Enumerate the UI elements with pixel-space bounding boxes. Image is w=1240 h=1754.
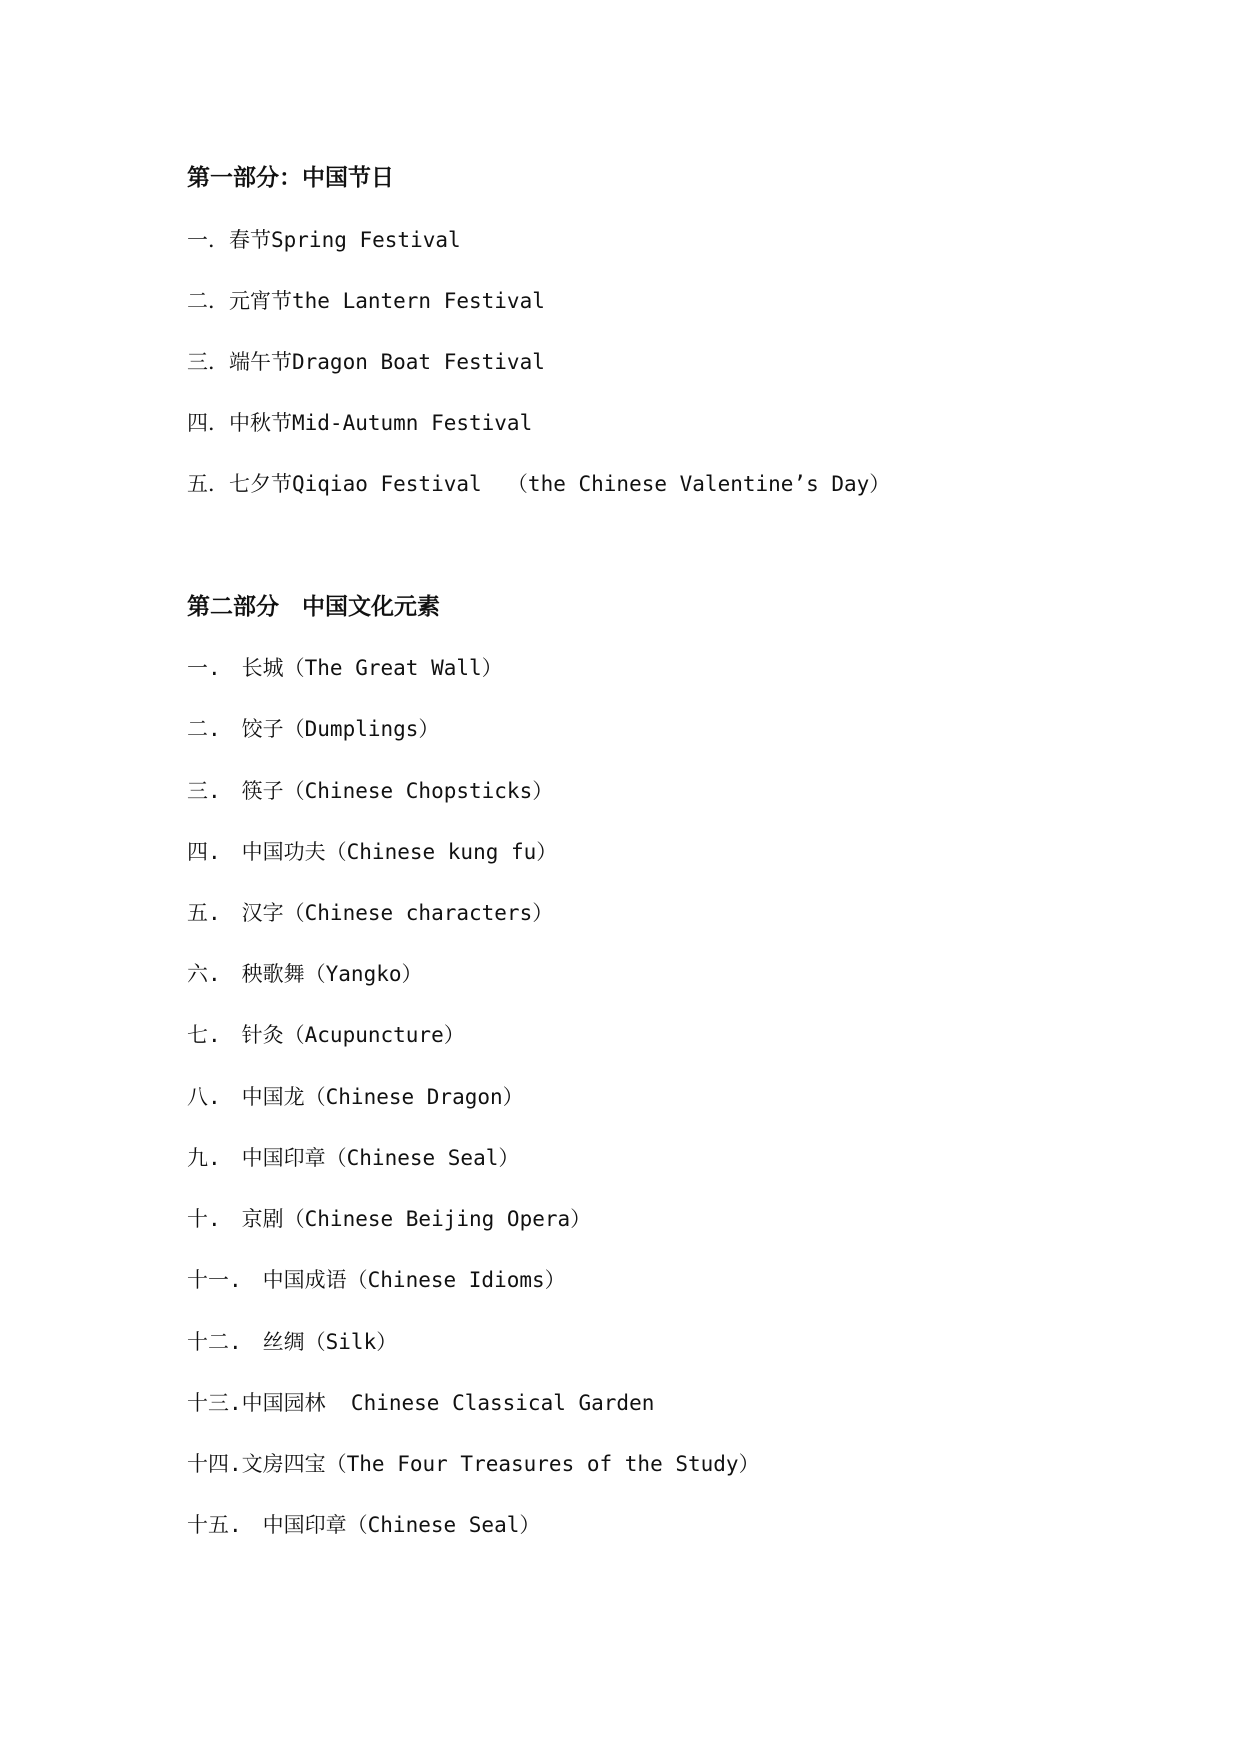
culture-item-8: 八. 中国龙（Chinese Dragon） [187, 1085, 524, 1109]
culture-item-2: 二. 饺子（Dumplings） [187, 717, 440, 741]
culture-item-10: 十. 京剧（Chinese Beijing Opera） [187, 1207, 592, 1231]
festival-item-3: 三．端午节Dragon Boat Festival [187, 350, 545, 374]
festival-item-4: 四．中秋节Mid-Autumn Festival [187, 411, 533, 435]
culture-item-11: 十一. 中国成语（Chinese Idioms） [187, 1268, 566, 1292]
section1-title: 第一部分：中国节日 [187, 165, 394, 191]
festival-item-5: 五．七夕节Qiqiao Festival （the Chinese Valentine’s Day） [187, 472, 891, 496]
culture-item-14: 十四.文房四宝（The Four Treasures of the Study） [187, 1452, 760, 1476]
culture-item-13: 十三.中国园林 Chinese Classical Garden [187, 1391, 655, 1415]
culture-item-9: 九. 中国印章（Chinese Seal） [187, 1146, 520, 1170]
culture-item-5: 五. 汉字（Chinese characters） [187, 901, 554, 925]
culture-item-6: 六. 秧歌舞（Yangko） [187, 962, 423, 986]
culture-item-3: 三. 筷子（Chinese Chopsticks） [187, 779, 554, 803]
section2-title: 第二部分 中国文化元素 [187, 594, 440, 620]
culture-item-1: 一. 长城（The Great Wall） [187, 656, 503, 680]
culture-item-15: 十五. 中国印章（Chinese Seal） [187, 1513, 541, 1537]
culture-item-4: 四. 中国功夫（Chinese kung fu） [187, 840, 558, 864]
culture-item-7: 七. 针灸（Acupuncture） [187, 1023, 465, 1047]
festival-item-2: 二．元宵节the Lantern Festival [187, 289, 545, 313]
festival-item-1: 一．春节Spring Festival [187, 228, 461, 252]
culture-item-12: 十二. 丝绸（Silk） [187, 1330, 398, 1354]
